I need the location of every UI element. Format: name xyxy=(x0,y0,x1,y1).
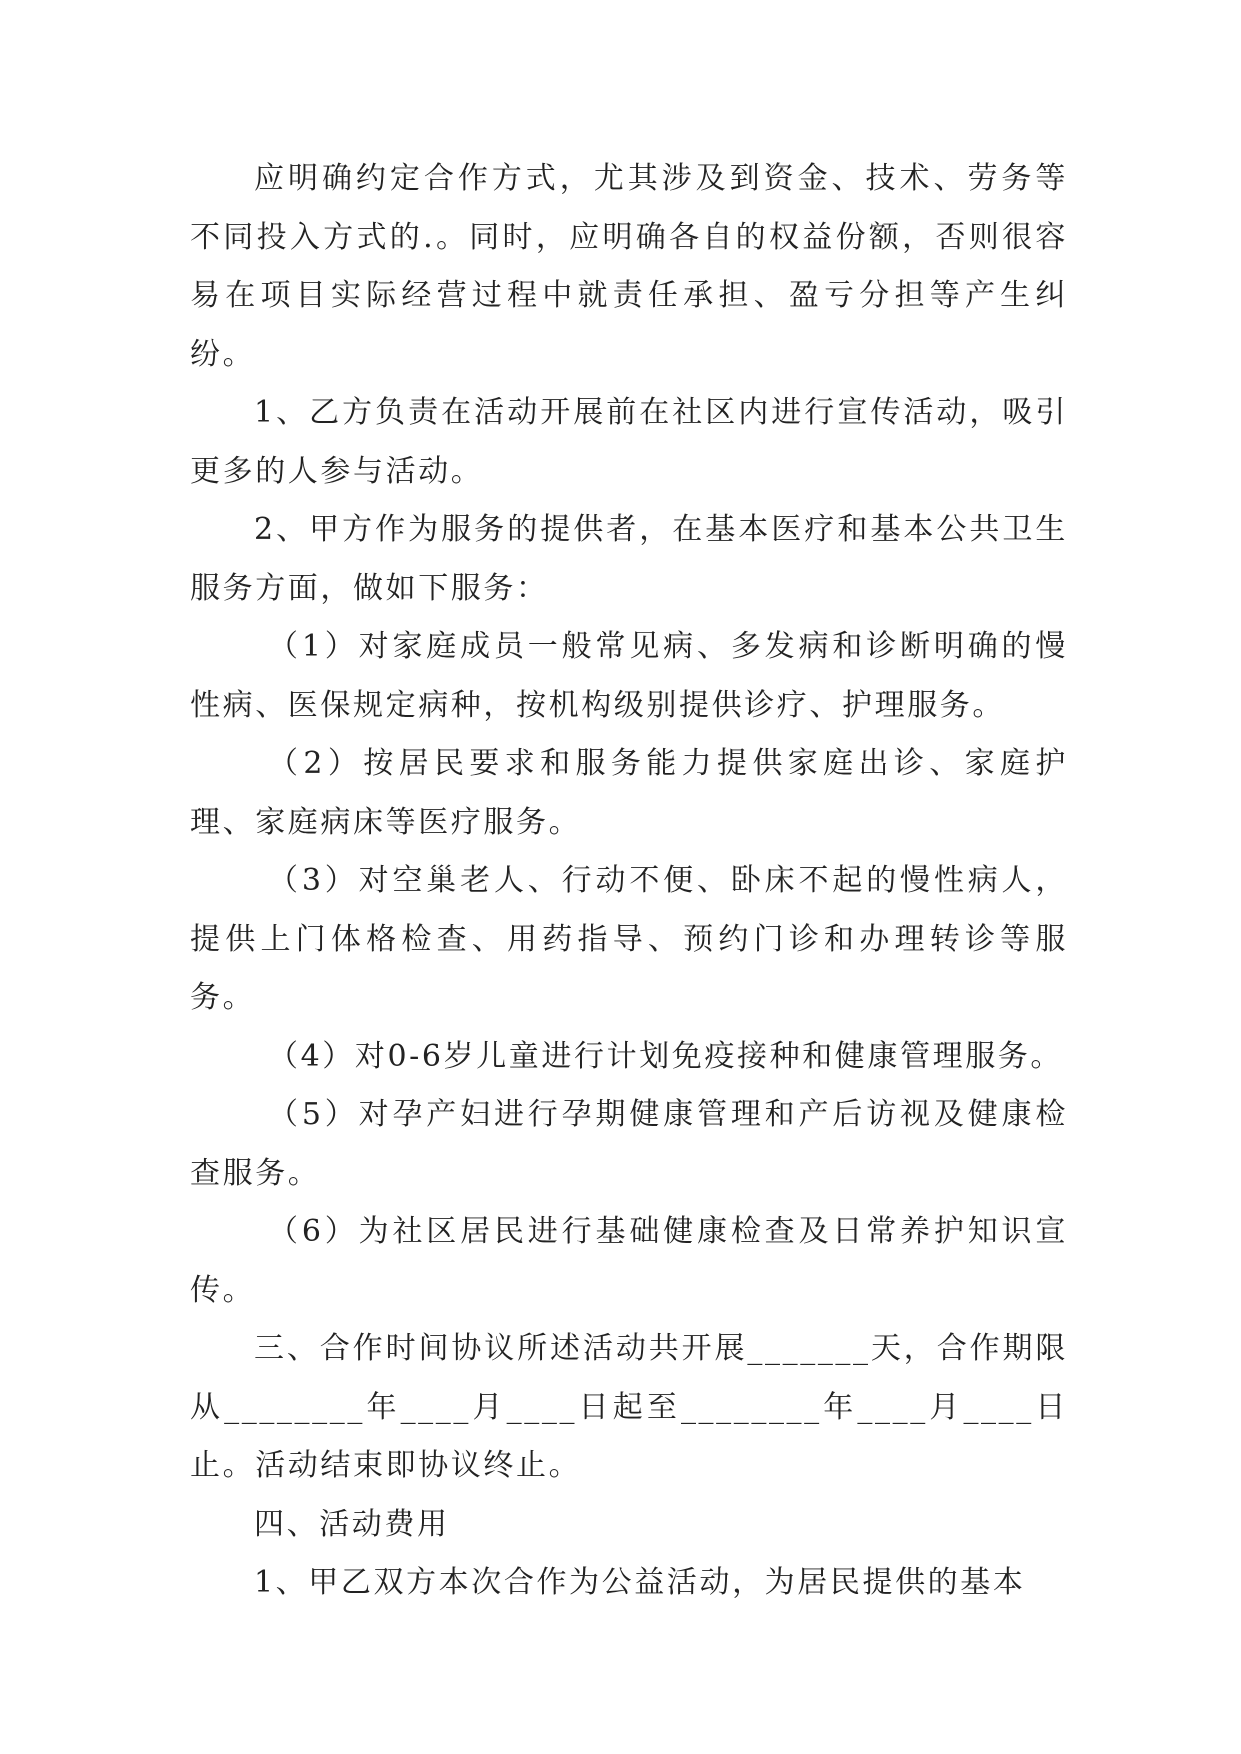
section-heading-activity-fees: 四、活动费用 xyxy=(254,1506,450,1542)
paragraph-party-a-services: 2、甲方作为服务的提供者，在基本医疗和基本公共卫生服务方面，做如下服务： xyxy=(190,512,1068,606)
paragraph-service-item-5: （5）对孕产妇进行孕期健康管理和产后访视及健康检查服务。 xyxy=(190,1097,1068,1191)
paragraph-cooperation-method: 应明确约定合作方式，尤其涉及到资金、技术、劳务等不同投入方式的.。同时，应明确各自的权益份额，否则很容易在项目实际经营过程中就责任承担、盈亏分担等产生纠纷。 xyxy=(190,161,1068,372)
paragraph-service-item-1: （1）对家庭成员一般常见病、多发病和诊断明确的慢性病、医保规定病种，按机构级别提供诊疗、护理服务。 xyxy=(190,629,1068,723)
paragraph-public-welfare: 1、甲乙双方本次合作为公益活动，为居民提供的基本 xyxy=(254,1565,1026,1600)
paragraph-service-item-4: （4）对0-6岁儿童进行计划免疫接种和健康管理服务。 xyxy=(268,1038,1063,1074)
paragraph-service-item-6: （6）为社区居民进行基础健康检查及日常养护知识宣传。 xyxy=(190,1214,1068,1308)
paragraph-party-b-promotion: 1、乙方负责在活动开展前在社区内进行宣传活动，吸引更多的人参与活动。 xyxy=(190,395,1068,489)
paragraph-service-item-2: （2）按居民要求和服务能力提供家庭出诊、家庭护理、家庭病床等医疗服务。 xyxy=(190,746,1068,840)
document-body xyxy=(190,150,1068,1613)
paragraph-cooperation-period: 三、合作时间协议所述活动共开展_______天，合作期限从________年____月____日起至________年____月____日止。活动结束即协议终止。 xyxy=(190,1331,1068,1483)
paragraph-service-item-3: （3）对空巢老人、行动不便、卧床不起的慢性病人，提供上门体格检查、用药指导、预约门诊和办理转诊等服务。 xyxy=(190,863,1068,1015)
